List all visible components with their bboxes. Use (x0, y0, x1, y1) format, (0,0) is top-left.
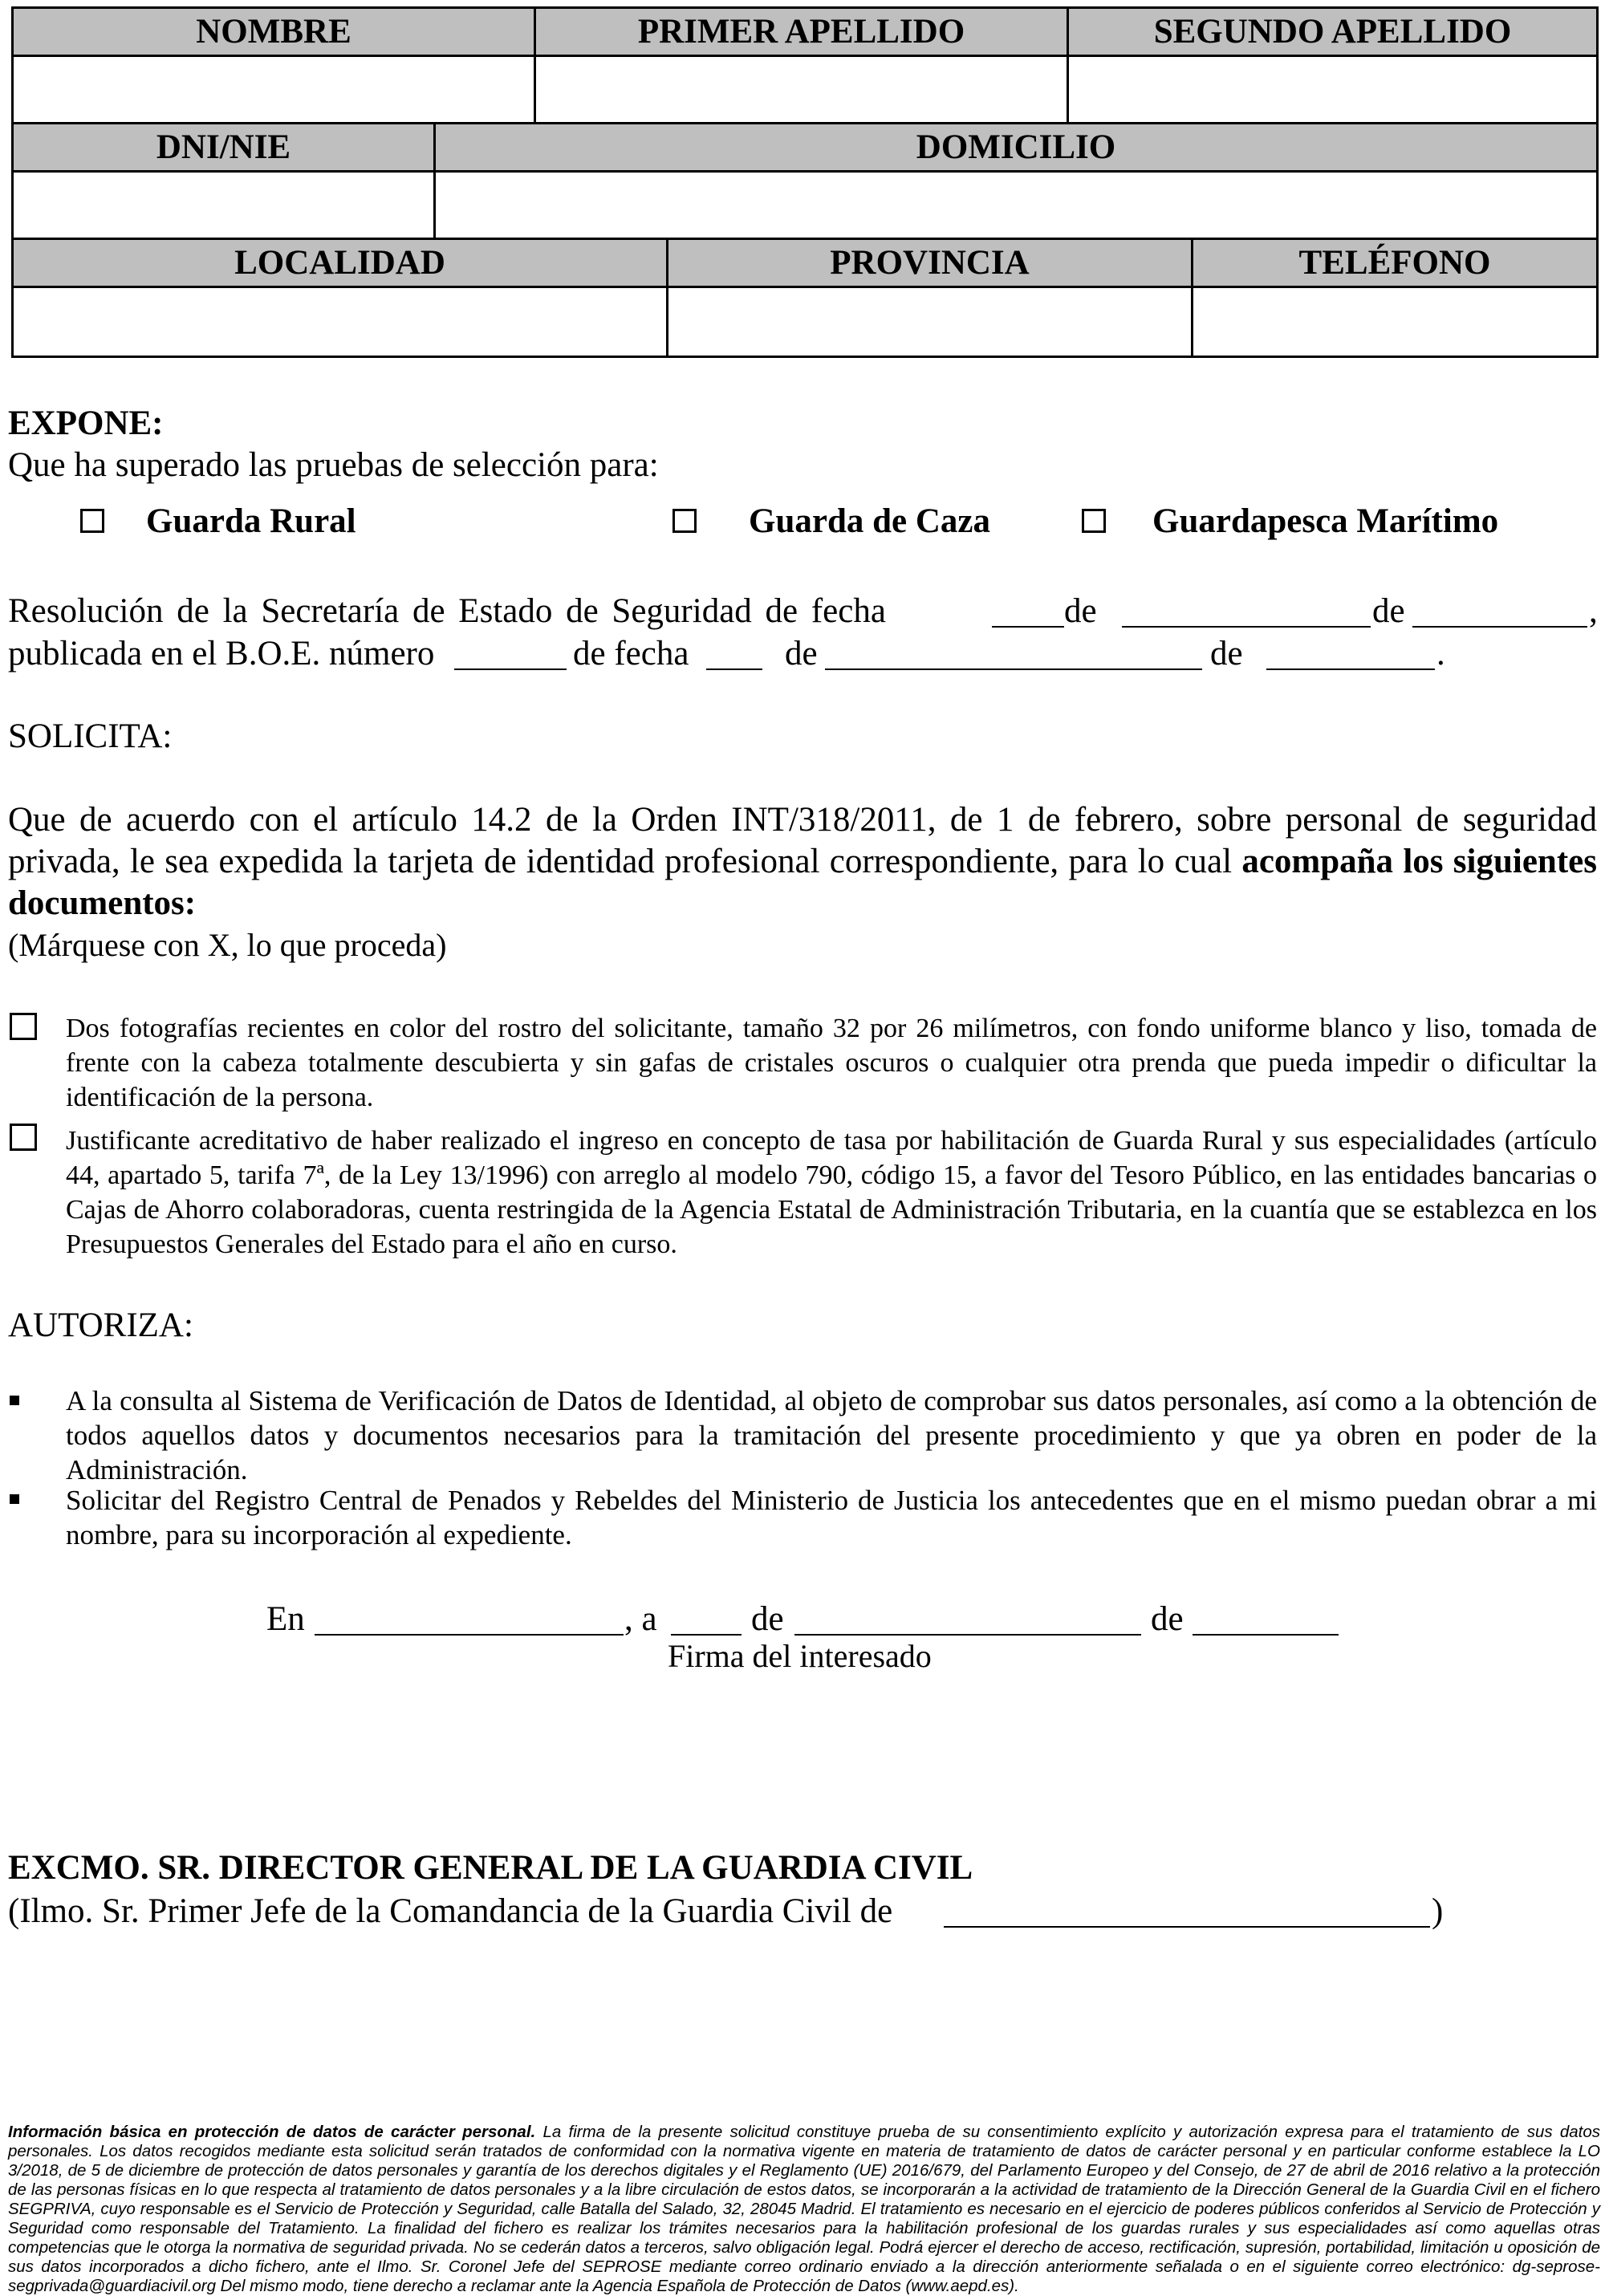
addressee-close: ) (1432, 1892, 1444, 1930)
domicilio-field[interactable] (436, 173, 1596, 240)
boe-de-2: de (1210, 635, 1243, 673)
checkbox-guarda-rural[interactable] (80, 509, 104, 533)
boe-period: . (1436, 635, 1445, 673)
header-nombre: NOMBRE (14, 9, 536, 57)
boe-de-fecha: de fecha (573, 635, 689, 673)
solicita-text: Que de acuerdo con el artículo 14.2 de la Orden INT/318/2011, de 1 de febrero, sobre personal de seguridad privada, le sea expedida la tarjeta de identidad profesional correspondiente, para lo cual (8, 801, 1597, 880)
checkbox-guarda-caza[interactable] (672, 509, 697, 533)
header-telefono: TELÉFONO (1193, 240, 1596, 288)
nombre-field[interactable] (14, 57, 536, 124)
resolucion-text: Resolución de la Secretaría de Estado de Seguridad de fecha (8, 592, 886, 630)
option-guarda-caza: Guarda de Caza (749, 502, 990, 540)
document-justificante: Justificante acreditativo de haber realizado el ingreso en concepto de tasa por habilitación de Guarda Rural y sus especialidades (artículo 44, apartado 5, tarifa 7ª, de la Ley 13/1996) con arreglo al modelo 790, código 15, a favor del Tesoro Público, en las entidades bancarias o Cajas de Ahorro colaboradoras, cuenta restringida de la Agencia Estatal de Administración Tributaria, en la cuantía que se establezca en los Presupuestos Generales del Estado para el año en curso. (66, 1126, 1597, 1259)
resolucion-de-1: de (1064, 592, 1097, 630)
solicita-bold: acompaña los siguientes documentos: (8, 843, 1597, 922)
checkbox-fotografias[interactable] (10, 1013, 37, 1040)
addressee-line1: EXCMO. SR. DIRECTOR GENERAL DE LA GUARDIA CIVIL (8, 1849, 973, 1887)
boe-number-blank[interactable] (454, 668, 567, 670)
localidad-field[interactable] (14, 288, 668, 356)
signature-en: En (266, 1600, 305, 1638)
comandancia-blank[interactable] (944, 1926, 1430, 1928)
signature-de-1: de (751, 1600, 784, 1638)
bullet-icon (10, 1396, 19, 1405)
header-domicilio: DOMICILIO (436, 124, 1596, 173)
signature-de-2: de (1151, 1600, 1184, 1638)
header-localidad: LOCALIDAD (14, 240, 668, 288)
boe-de-1: de (785, 635, 818, 673)
telefono-field[interactable] (1193, 288, 1596, 356)
header-segundo-apellido: SEGUNDO APELLIDO (1069, 9, 1596, 57)
expone-heading: EXPONE: (8, 404, 164, 442)
checkbox-guardapesca[interactable] (1082, 509, 1106, 533)
boe-day-blank[interactable] (706, 668, 762, 670)
privacy-notice (8, 2123, 1600, 2296)
resolucion-year-blank[interactable] (1412, 626, 1587, 628)
header-dni-nie: DNI/NIE (14, 124, 436, 173)
signature-month-blank[interactable] (794, 1634, 1141, 1636)
header-primer-apellido: PRIMER APELLIDO (536, 9, 1069, 57)
boe-month-blank[interactable] (825, 668, 1202, 670)
option-guardapesca: Guardapesca Marítimo (1152, 502, 1499, 540)
solicita-heading: SOLICITA: (8, 717, 173, 755)
provincia-field[interactable] (668, 288, 1193, 356)
autoriza-item-1: A la consulta al Sistema de Verificación de Datos de Identidad, al objeto de comprobar sus datos personales, así como a la obtención de todos aquellos datos y documentos necesarios para la tramitación del presente procedimiento y que ya obren en poder de la Administración. (66, 1385, 1597, 1485)
signature-place-blank[interactable] (315, 1634, 624, 1636)
addressee-line2: (Ilmo. Sr. Primer Jefe de la Comandancia de la Guardia Civil de (8, 1892, 893, 1930)
signature-firma-label: Firma del interesado (668, 1638, 932, 1674)
boe-text: publicada en el B.O.E. número (8, 635, 435, 673)
primer-apellido-field[interactable] (536, 57, 1069, 124)
option-guarda-rural: Guarda Rural (146, 502, 356, 540)
privacy-bold: Información básica en protección de datos de carácter personal. (8, 2123, 536, 2141)
privacy-text: La firma de la presente solicitud constituye prueba de su consentimiento explícito y autorización expresa para el tratamiento de sus datos personales. Los datos recogidos mediante esta solicitud serán tratados de conformidad con la normativa vigente en materia de tratamiento de datos de carácter personal y en particular conforme establece la LO 3/2018, de 5 de diciembre de protección de datos personales y garantía de los derechos digitales y el Reglamento (UE) 2016/679, del Parlamento Europeo y del Consejo, de 27 de abril de 2016 relativo a la protección de las personas físicas en lo que respecta al tratamiento de datos personales y a la libre circulación de estos datos, se incorporarán a la actividad de tratamiento de la Dirección General de la Guardia Civil en el fichero SEGPRIVA, cuyo responsable es el Servicio de Protección y Seguridad, calle Batalla del Salado, 32, 28045 Madrid. El tratamiento es necesario en el ejercicio de poderes públicos conferidos al Servicio de Protección y Seguridad como responsable del Tratamiento. La finalidad del fichero es realizar los trámites necesarios para la habilitación profesional de los guardas rurales y sus especialidades así como aquellas otras competencias que le otorga la normativa de seguridad privada. No se cederán datos a terceros, salvo obligación legal. Podrá ejercer el derecho de acceso, rectificación, supresión, portabilidad, limitación u oposición de sus datos incorporados a dicho fichero, ante el Ilmo. Sr. Coronel Jefe del SEPROSE mediante correo ordinario enviado a la dirección anteriormente señalada o en el siguiente correo electrónico: dg-seprose-segprivada@guardiacivil.org Del mismo modo, tiene derecho a reclamar ante la Agencia Española de Protección de Datos (www.aepd.es). (8, 2123, 1600, 2295)
resolucion-day-blank[interactable] (992, 626, 1064, 628)
autoriza-item-2: Solicitar del Registro Central de Penados y Rebeldes del Ministerio de Justicia los antecedentes que en el mismo puedan obrar a mi nombre, para su incorporación al expediente. (66, 1485, 1597, 1550)
solicita-note: (Márquese con X, lo que proceda) (8, 927, 447, 963)
segundo-apellido-field[interactable] (1069, 57, 1596, 124)
resolucion-de-2: de (1372, 592, 1405, 630)
bullet-icon (10, 1494, 19, 1504)
solicita-paragraph (8, 799, 1597, 924)
boe-year-blank[interactable] (1266, 668, 1435, 670)
resolucion-comma: , (1589, 592, 1598, 630)
signature-year-blank[interactable] (1193, 1634, 1339, 1636)
signature-day-blank[interactable] (671, 1634, 742, 1636)
header-provincia: PROVINCIA (668, 240, 1193, 288)
document-fotografias: Dos fotografías recientes en color del rostro del solicitante, tamaño 32 por 26 milímetros, con fondo uniforme blanco y liso, tomada de frente con la cabeza totalmente descubierta y sin gafas de cristales oscuros o cualquier otra prenda que pueda impedir o dificultar la identificación de la persona. (66, 1014, 1597, 1112)
resolucion-month-blank[interactable] (1122, 626, 1371, 628)
checkbox-justificante[interactable] (10, 1124, 37, 1151)
dni-nie-field[interactable] (14, 173, 436, 240)
personal-data-table (11, 6, 1599, 358)
expone-intro: Que ha superado las pruebas de selección para: (8, 446, 659, 484)
autoriza-heading: AUTORIZA: (8, 1306, 193, 1344)
signature-a: , a (624, 1600, 657, 1638)
